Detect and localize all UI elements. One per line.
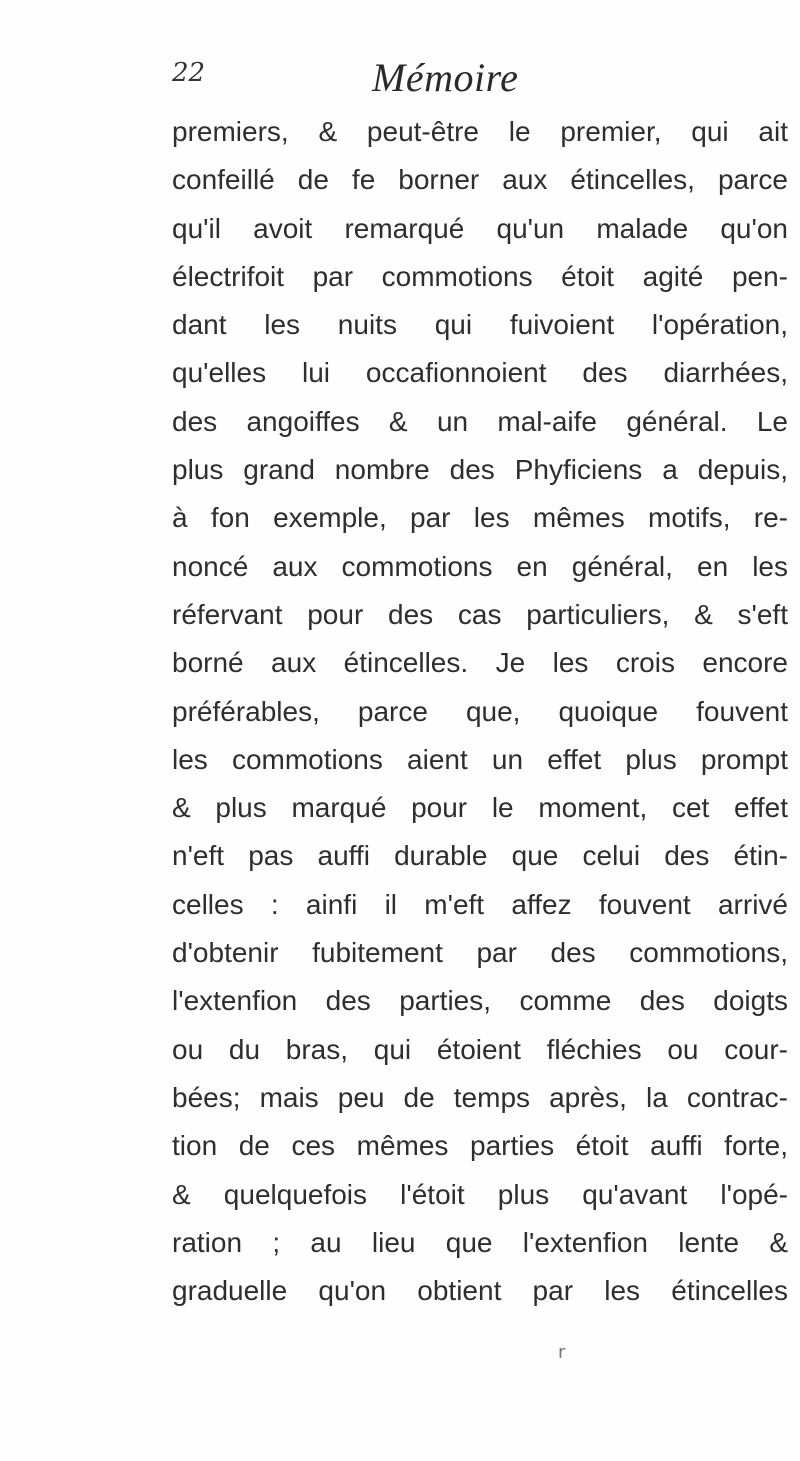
text-line: ou du bras, qui étoient fléchies ou cour- xyxy=(172,1033,788,1065)
text-line: & plus marqué pour le moment, cet effet xyxy=(172,792,788,824)
text-line: dant les nuits qui fuivoient l'opération, xyxy=(172,309,788,341)
body-text xyxy=(172,108,788,1315)
running-title: Mémoire xyxy=(372,55,519,100)
text-line: celles : ainfi il m'eft affez fouvent arrivé xyxy=(172,888,788,920)
text-line: confeillé de fe borner aux étincelles, parce xyxy=(172,164,788,196)
text-line: réfervant pour des cas particuliers, & s'eft xyxy=(172,598,788,630)
text-line: & quelquefois l'étoit plus qu'avant l'opé- xyxy=(172,1178,788,1210)
text-line: plus grand nombre des Phyficiens a depuis, xyxy=(172,454,788,486)
text-line: ration ; au lieu que l'extenfion lente & xyxy=(172,1226,788,1258)
text-line: noncé aux commotions en général, en les xyxy=(172,550,788,582)
text-line: n'eft pas auffi durable que celui des étin- xyxy=(172,840,788,872)
text-line: électrifoit par commotions étoit agité pen- xyxy=(172,260,788,292)
text-line: graduelle qu'on obtient par les étincelles xyxy=(172,1275,788,1307)
text-line: tion de ces mêmes parties étoit auffi forte, xyxy=(172,1130,788,1162)
text-line: des angoiffes & un mal-aife général. Le xyxy=(172,405,788,437)
text-line: préférables, parce que, quoique fouvent xyxy=(172,695,788,727)
text-line: qu'elles lui occafionnoient des diarrhées, xyxy=(172,357,788,389)
text-line: l'extenfion des parties, comme des doigts xyxy=(172,985,788,1017)
text-line: les commotions aient un effet plus prompt xyxy=(172,743,788,775)
page-header xyxy=(172,55,672,100)
text-line: bées; mais peu de temps après, la contrac- xyxy=(172,1081,788,1113)
text-line: borné aux étincelles. Je les crois encore xyxy=(172,647,788,679)
text-line: premiers, & peut-être le premier, qui ait xyxy=(172,116,788,147)
text-line: qu'il avoit remarqué qu'un malade qu'on xyxy=(172,212,788,244)
signature-mark: r xyxy=(558,1342,566,1363)
text-line: d'obtenir fubitement par des commotions, xyxy=(172,937,788,969)
page-number: 22 xyxy=(172,58,206,88)
text-line: à fon exemple, par les mêmes motifs, re- xyxy=(172,502,788,534)
